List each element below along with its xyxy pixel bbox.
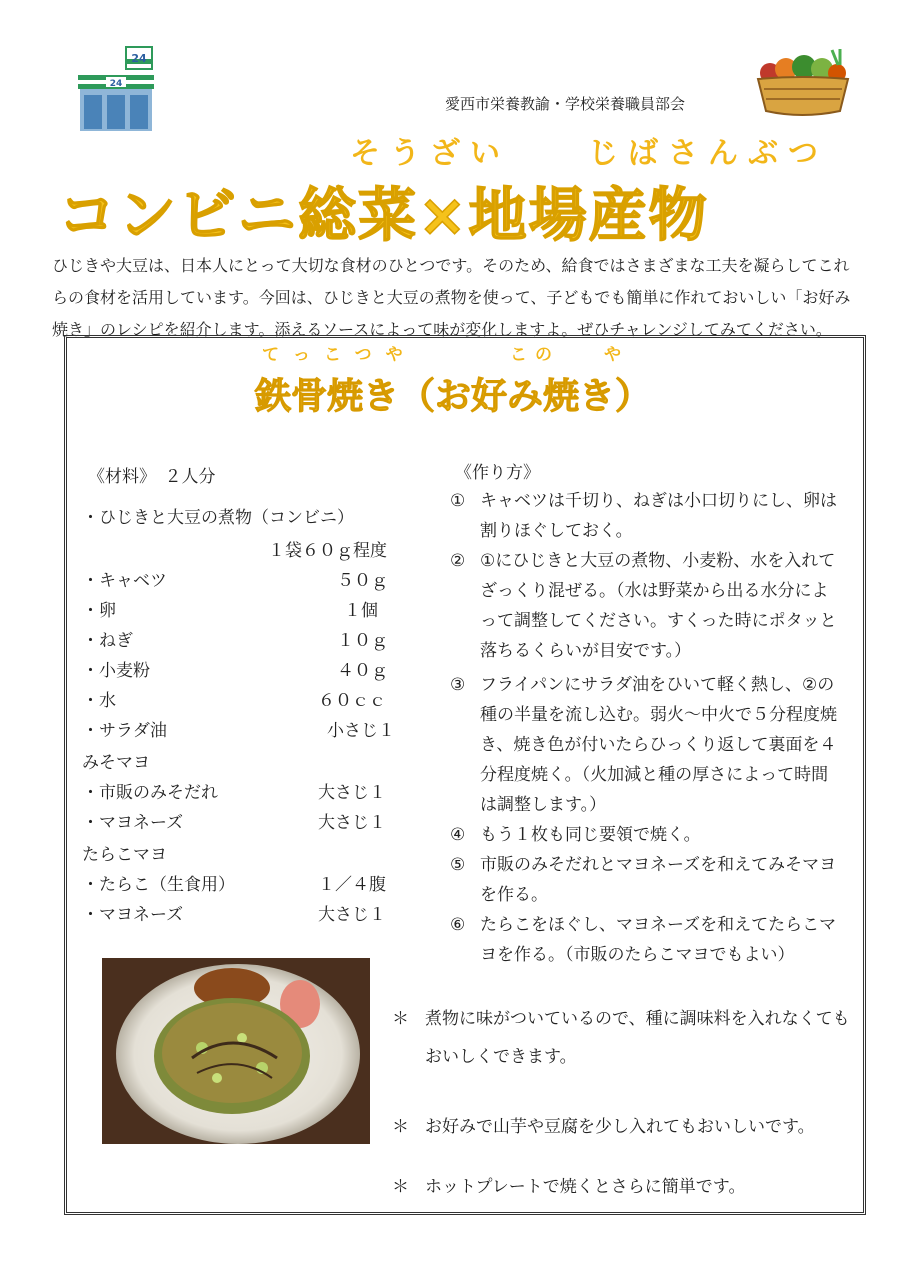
ingredient-row — [82, 778, 412, 808]
step-item — [450, 850, 842, 910]
ingredient-name: ・ねぎ — [82, 631, 133, 651]
ingredient-amount: １袋６０ｇ程度 — [268, 541, 387, 561]
ingredient-name: ・水 — [82, 691, 116, 711]
step-number: ⑥ — [450, 915, 466, 935]
recipe-reading-2: この — [510, 345, 560, 365]
ingredient-row — [82, 656, 412, 686]
vegetable-basket-icon — [752, 45, 852, 120]
ingredient-name: ・ひじきと大豆の煮物（コンビニ） — [82, 508, 354, 528]
ingredient-name: ・たらこ（生食用） — [82, 875, 235, 895]
recipe-title: 鉄骨焼き（お好み焼き） — [255, 376, 652, 417]
ingredient-row — [82, 626, 412, 656]
asterisk: ＊ — [392, 1177, 409, 1197]
dish-photo — [102, 958, 370, 1144]
ingredient-amount: ６０ｃｃ — [318, 691, 386, 711]
note-item — [392, 1168, 862, 1206]
ingredient-group-label: みそマヨ — [82, 753, 150, 773]
step-number: ① — [450, 491, 466, 511]
ingredient-row — [82, 748, 412, 778]
ingredient-amount: 大さじ１ — [318, 783, 386, 803]
ingredient-name: ・市販のみそだれ — [82, 783, 218, 803]
note-text: ホットプレートで焼くとさらに簡単です。 — [425, 1177, 746, 1197]
ingredient-row — [82, 596, 412, 626]
note-text: お好みで山芋や豆腐を少し入れてもおいしいです。 — [425, 1117, 815, 1137]
step-number: ③ — [450, 675, 466, 695]
title-reading-1: そうざい — [350, 136, 510, 171]
ingredient-row — [82, 536, 412, 566]
ingredient-amount: 大さじ１ — [318, 813, 386, 833]
step-text: もう１枚も同じ要領で焼く。 — [480, 825, 701, 845]
step-number: ④ — [450, 825, 466, 845]
ingredient-row — [82, 808, 412, 838]
ingredient-name: ・サラダ油 — [82, 721, 167, 741]
ingredient-amount: ４０ｇ — [337, 661, 388, 681]
ingredient-row — [82, 503, 412, 533]
note-text: 煮物に味がついているので、種に調味料を入れなくてもおいしくできます。 — [425, 1009, 850, 1067]
step-text: キャベツは千切り、ねぎは小口切りにし、卵は割りほぐしておく。 — [480, 491, 837, 541]
step-text: 市販のみそだれとマヨネーズを和えてみそマヨを作る。 — [480, 855, 837, 905]
svg-text:24: 24 — [131, 52, 147, 65]
organization-name: 愛西市栄養教諭・学校栄養職員部会 — [445, 95, 686, 113]
step-item — [450, 670, 842, 820]
ingredient-amount: １０ｇ — [337, 631, 388, 651]
ingredient-amount: １／４腹 — [318, 875, 386, 895]
steps-heading: 《作り方》 — [455, 463, 540, 483]
ingredient-name: ・マヨネーズ — [82, 813, 184, 833]
step-text: たらこをほぐし、マヨネーズを和えてたらこマヨを作る。（市販のたらこマヨでもよい） — [480, 915, 837, 965]
ingredient-row — [82, 566, 412, 596]
note-item — [392, 1108, 862, 1146]
ingredient-name: ・マヨネーズ — [82, 905, 184, 925]
ingredient-row — [82, 716, 412, 746]
ingredient-row — [82, 870, 412, 900]
ingredient-row — [82, 686, 412, 716]
ingredient-name: ・キャベツ — [82, 571, 167, 591]
step-item — [450, 486, 842, 546]
title-reading-2: じばさんぶつ — [588, 136, 828, 171]
asterisk: ＊ — [392, 1117, 409, 1137]
ingredient-name: ・小麦粉 — [82, 661, 150, 681]
page-title: コンビニ総菜×地場産物 — [58, 181, 709, 249]
step-text: ①にひじきと大豆の煮物、小麦粉、水を入れてざっくり混ぜる。（水は野菜から出る水分によって調整してください。すくった時にポタッと落ちるくらいが目安です。） — [480, 551, 837, 661]
svg-text:24: 24 — [109, 79, 123, 89]
convenience-store-icon — [76, 45, 156, 135]
ingredient-row — [82, 900, 412, 930]
intro-text: ひじきや大豆は、日本人にとって大切な食材のひとつです。そのため、給食ではさまざまな工夫を凝らしてこれらの食材を活用しています。今回は、ひじきと大豆の煮物を使って、子どもでも簡単に作れておいしい「お好み焼き」のレシピを紹介します。添えるソースによって味が変化しますよ。ぜひチャレンジしてみてください。 — [52, 256, 851, 339]
step-text: フライパンにサラダ油をひいて軽く熱し、②の種の半量を流し込む。弱火～中火で５分程度焼き、焼き色が付いたらひっくり返して裏面を４分程度焼く。（火加減と種の厚さによって時間は調整します。） — [480, 675, 837, 815]
step-number: ② — [450, 551, 466, 571]
ingredient-name: ・卵 — [82, 601, 116, 621]
step-item — [450, 546, 842, 666]
ingredient-amount: １個 — [344, 601, 378, 621]
ingredients-heading: 《材料》 ２人分 — [88, 467, 216, 487]
ingredient-group-label: たらこマヨ — [82, 845, 167, 865]
recipe-reading-1: てっこつや — [262, 345, 417, 365]
note-item — [392, 1000, 862, 1076]
ingredient-amount: 大さじ１ — [318, 905, 386, 925]
ingredient-row — [82, 840, 412, 870]
recipe-reading-3: や — [604, 345, 621, 365]
step-number: ⑤ — [450, 855, 466, 875]
step-item — [450, 820, 842, 850]
step-item — [450, 910, 842, 970]
ingredient-amount: 小さじ１ — [327, 721, 395, 741]
ingredient-amount: ５０ｇ — [337, 571, 388, 591]
asterisk: ＊ — [392, 1009, 409, 1029]
